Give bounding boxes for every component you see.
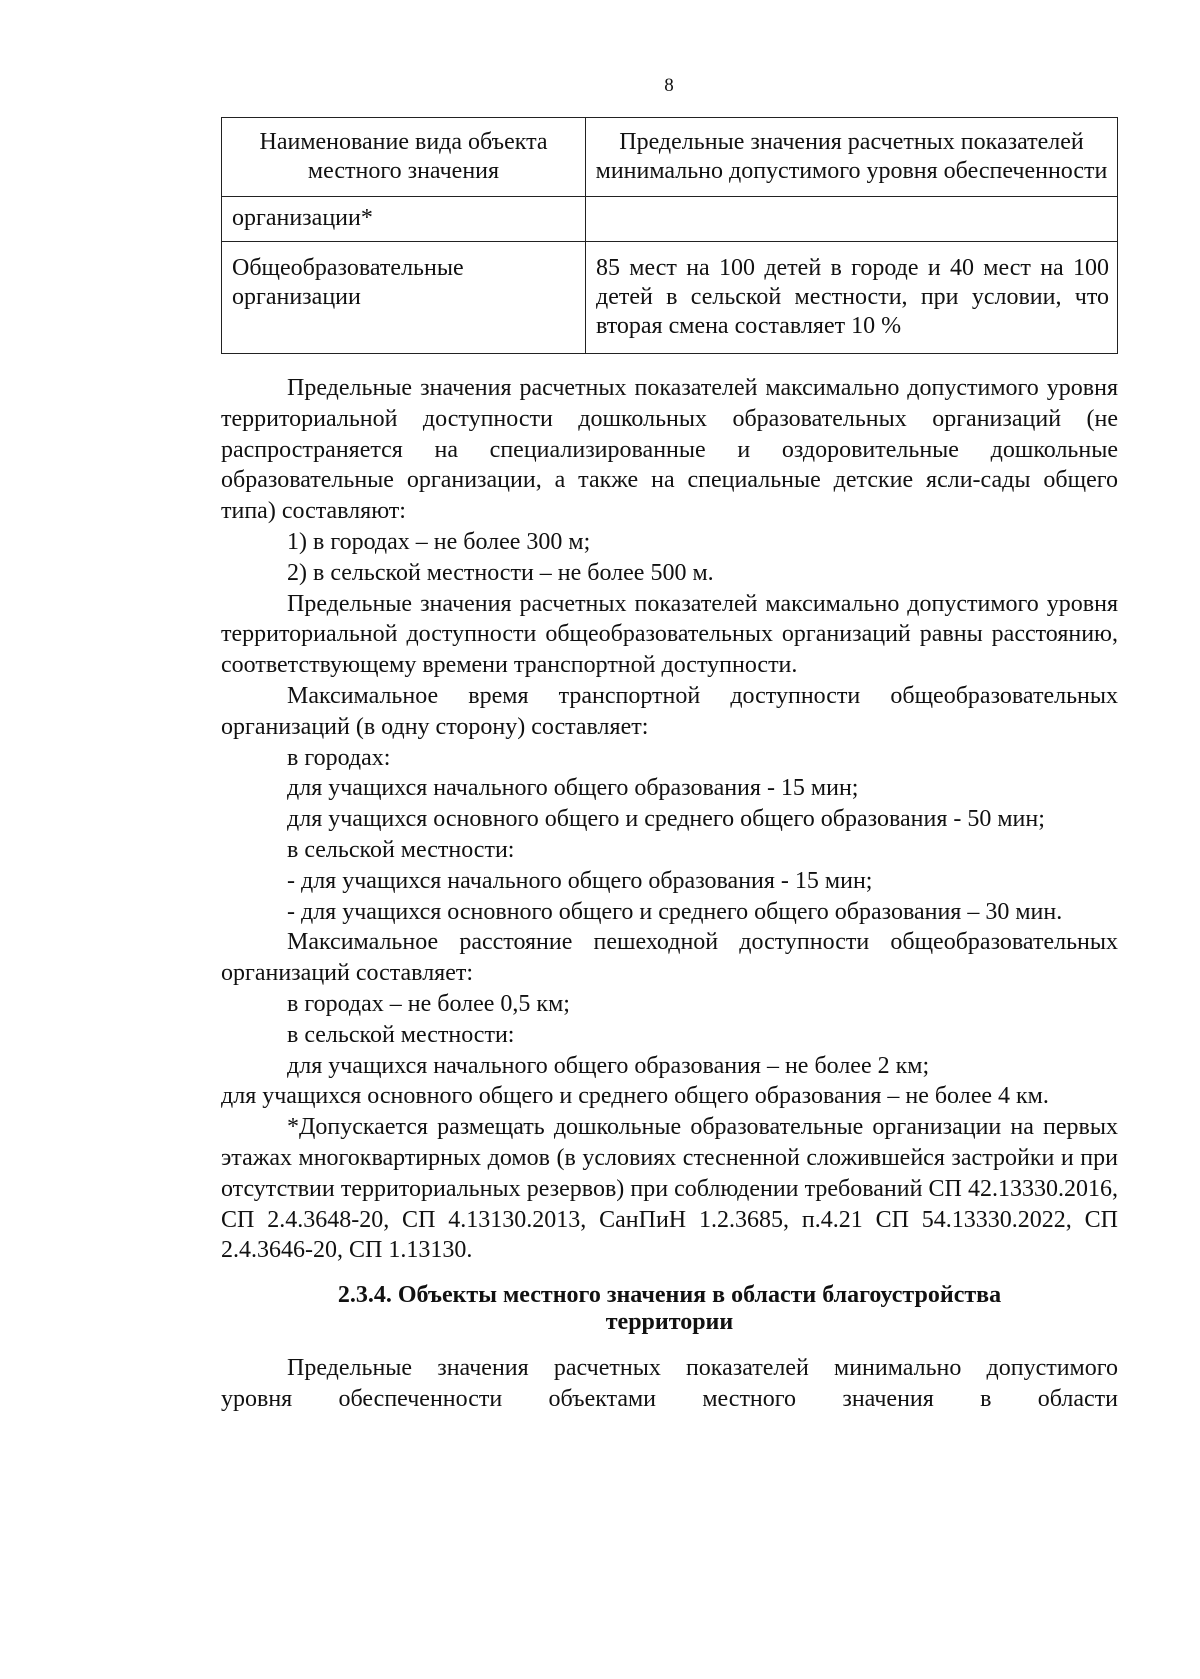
list-item: для учащихся начального общего образования – не более 2 км;	[287, 1052, 930, 1079]
list-item: - для учащихся начального общего образования - 15 мин;	[287, 867, 873, 894]
table-cell: 85 мест на 100 детей в городе и 40 мест на 100 детей в сельской местности, при условии, что вторая смена составляет 10 %	[586, 242, 1118, 354]
paragraph: в городах:	[287, 744, 391, 771]
table-header-object-type: Наименование вида объекта местного значения	[222, 118, 586, 197]
page-number: 8	[664, 75, 674, 96]
document-body	[221, 373, 1118, 1415]
standards-table	[221, 117, 1118, 354]
list-item: для учащихся начального общего образования - 15 мин;	[287, 775, 859, 802]
list-item: для учащихся основного общего и среднего общего образования - 50 мин;	[287, 806, 1045, 833]
table-row	[222, 197, 1118, 242]
table-row	[222, 242, 1118, 354]
list-item: в городах – не более 0,5 км;	[287, 990, 570, 1017]
paragraph: Максимальное время транспортной доступности общеобразовательных организаций (в одну сторону) составляет:	[221, 682, 1118, 740]
table-header-limit-values: Предельные значения расчетных показателей минимально допустимого уровня обеспеченности	[586, 118, 1118, 197]
paragraph-line: уровня обеспеченности объектами местного значения в области	[221, 1385, 1118, 1412]
paragraph: Предельные значения расчетных показателей максимально допустимого уровня территориальной доступности дошкольных образовательных организаций (не распространяется на специализированные и оздоровительные дошкольные образовательные организации, а также на специальные детские ясли-сады общего типа) составляют:	[221, 375, 1118, 525]
footnote: *Допускается размещать дошкольные образовательные организации на первых этажах многоквартирных домов (в условиях стесненной сложившейся застройки и при отсутствии территориальных резервов) при соблюдении требований СП 42.13330.2016, СП 2.4.3648-20, СП 4.13130.2013, СанПиН 1.2.3685, п.4.21 СП 54.13330.2022, СП 2.4.3646-20, СП 1.13130.	[221, 1114, 1118, 1264]
list-item: 1) в городах – не более 300 м;	[287, 528, 591, 555]
paragraph: Максимальное расстояние пешеходной доступности общеобразовательных организаций составляет:	[221, 929, 1118, 987]
section-heading	[221, 1282, 1118, 1336]
paragraph-line: Предельные значения расчетных показателей минимально допустимого	[287, 1355, 1118, 1382]
paragraph: в сельской местности:	[287, 1021, 515, 1048]
section-heading-line: территории	[605, 1309, 734, 1336]
table-cell	[586, 197, 1118, 242]
table-cell: Общеобразовательные организации	[222, 242, 586, 354]
list-item: 2) в сельской местности – не более 500 м.	[287, 559, 714, 586]
table-header-row	[222, 118, 1118, 197]
list-item: - для учащихся основного общего и среднего общего образования – 30 мин.	[287, 898, 1063, 925]
list-item: для учащихся основного общего и среднего общего образования – не более 4 км.	[221, 1083, 1049, 1110]
paragraph: в сельской местности:	[287, 836, 515, 863]
section-heading-line: 2.3.4. Объекты местного значения в области благоустройства	[337, 1282, 1002, 1309]
paragraph: Предельные значения расчетных показателей максимально допустимого уровня территориальной доступности общеобразовательных организаций равны расстоянию, соответствующему времени транспортной доступности.	[221, 590, 1118, 679]
table-cell: организации*	[222, 197, 586, 242]
